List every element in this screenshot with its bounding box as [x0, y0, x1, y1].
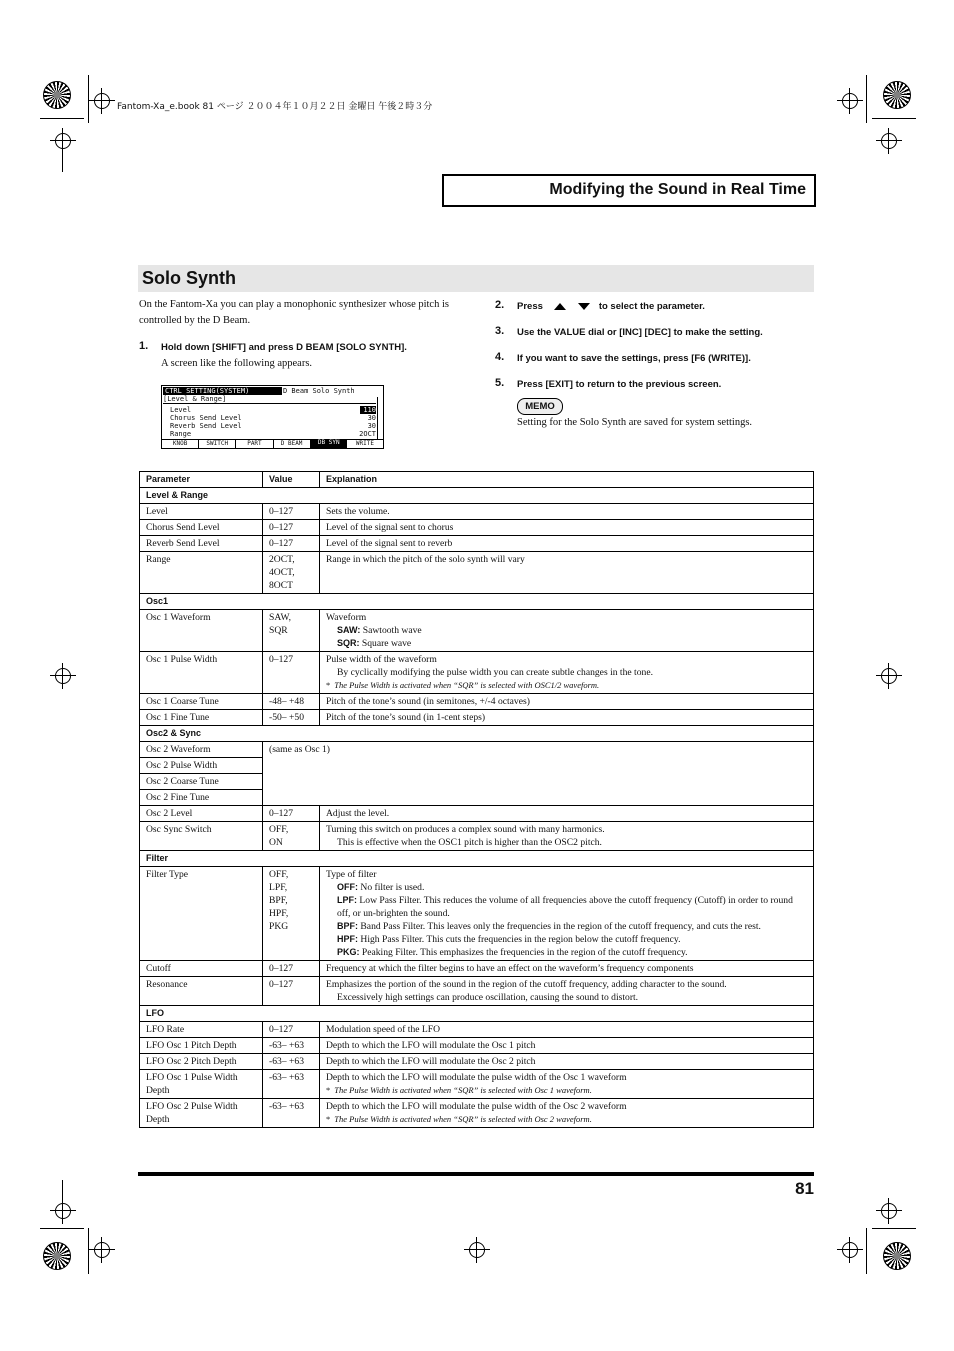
lcd-row-label: Level [170, 406, 192, 414]
group-row: Osc1 [140, 594, 814, 610]
parameter-table [139, 471, 814, 1128]
table-row: Resonance 0–127 Emphasizes the portion of the sound in the region of the cutoff frequency, adding character to the sound. Excessively high settings can produce oscillation, causing the sound to distort. [140, 977, 814, 1006]
step-number: 2. [495, 299, 505, 311]
table-row: Osc 2 Fine Tune [140, 790, 814, 806]
column-header: Explanation [320, 472, 814, 488]
crosshair-mark [881, 668, 897, 684]
lcd-tab-write[interactable]: WRITE [347, 439, 383, 448]
memo-badge: MEMO [517, 398, 563, 415]
crop-line [866, 75, 867, 123]
chapter-title: Modifying the Sound in Real Time [549, 181, 806, 198]
crop-line [866, 1228, 867, 1274]
crop-line [88, 1228, 89, 1274]
table-row: Reverb Send Level 0–127 Level of the signal sent to reverb [140, 536, 814, 552]
crosshair-mark [94, 1242, 110, 1258]
step-number: 3. [495, 325, 505, 337]
section-heading-bar [138, 265, 814, 292]
step-text: Hold down [SHIFT] and press D BEAM [SOLO SYNTH]. [161, 342, 407, 353]
table-row: Osc Sync Switch OFF, ON Turning this switch on produces a complex sound with many harmonics. This is effective when the OSC1 pitch is higher than the OSC2 pitch. [140, 822, 814, 851]
table-row: LFO Osc 1 Pitch Depth -63– +63 Depth to which the LFO will modulate the Osc 1 pitch [140, 1038, 814, 1054]
registration-blot-top-right [883, 81, 911, 109]
table-row: Range 2OCT, 4OCT, 8OCT Range in which the pitch of the solo synth will vary [140, 552, 814, 594]
group-row: LFO [140, 1006, 814, 1022]
crosshair-mark [842, 93, 858, 109]
crop-line [872, 118, 916, 119]
crop-line [872, 1228, 916, 1229]
lcd-tab-part[interactable]: PART [236, 439, 273, 448]
table-row: Osc 1 Pulse Width 0–127 Pulse width of the waveform By cyclically modifying the pulse width you can create subtle changes in the tone. * The Pulse Width is activated when “SQR” is selected with OSC1/2 waveform. [140, 652, 814, 694]
lcd-group: [Level & Range] [163, 395, 227, 403]
footer-rule [138, 1172, 814, 1176]
step-text: Press to select the parameter. [517, 301, 705, 312]
lcd-title-right: D Beam Solo Synth [283, 387, 355, 395]
lcd-row-value[interactable]: 110 [360, 406, 376, 414]
lcd-tab-knob[interactable]: KNOB [162, 439, 199, 448]
group-row: Filter [140, 851, 814, 867]
crop-line [40, 1228, 84, 1229]
table-header-row [140, 472, 814, 488]
crosshair-mark [881, 1203, 897, 1219]
table-row: Osc 1 Waveform SAW, SQR Waveform SAW: Sawtooth wave SQR: Square wave [140, 610, 814, 652]
crosshair-mark [842, 1242, 858, 1258]
step-text: Use the VALUE dial or [INC] [DEC] to make the setting. [517, 327, 763, 338]
crop-line [62, 1180, 63, 1202]
table-row: Filter Type OFF, LPF, BPF, HPF, PKG Type of filter OFF: No filter is used. LPF: Low Pass Filter. This reduces the volume of all frequencies above the cutoff frequency (Cutoff) in order to round off, or un-brighten the sound. BPF: Band Pass Filter. This leaves only the frequencies in the region of the cutoff frequency, and cuts the rest. HPF: High Pass Filter. This cuts the frequencies in the region below the cutoff frequency. PKG: Peaking Filter. This emphasizes the frequencies in the region of the cutoff frequency. [140, 867, 814, 961]
print-file-info: Fantom-Xa_e.book 81 ページ ２００４年１０月２２日 金曜日 午後２時３分 [117, 102, 433, 112]
cursor-up-icon [554, 303, 566, 310]
lcd-row-value[interactable]: 30 [367, 414, 376, 422]
lcd-row-label: Chorus Send Level [170, 414, 242, 422]
intro-paragraph: On the Fantom-Xa you can play a monophonic synthesizer whose pitch is controlled by the D Beam. [139, 299, 449, 326]
lcd-title: CTRL SETTING(SYSTEM) [163, 387, 282, 395]
crosshair-mark [469, 1242, 485, 1258]
lcd-tab-strip [162, 439, 383, 448]
registration-blot-top-left [43, 81, 71, 109]
step-text: Press [EXIT] to return to the previous screen. [517, 379, 722, 390]
table-row: LFO Osc 2 Pitch Depth -63– +63 Depth to which the LFO will modulate the Osc 2 pitch [140, 1054, 814, 1070]
lcd-row-label: Range [170, 430, 192, 438]
table-row: LFO Rate 0–127 Modulation speed of the LFO [140, 1022, 814, 1038]
crosshair-mark [881, 133, 897, 149]
section-title: Solo Synth [142, 268, 236, 288]
step-number: 5. [495, 377, 505, 389]
crosshair-mark [94, 93, 110, 109]
lcd-tab-switch[interactable]: SWITCH [199, 439, 236, 448]
page-number: 81 [795, 1179, 814, 1198]
registration-blot-bottom-left [43, 1242, 71, 1270]
lcd-row-label: Reverb Send Level [170, 422, 242, 430]
column-header: Value [263, 472, 320, 488]
crop-line [62, 150, 63, 172]
lcd-tab-dbeam[interactable]: D BEAM [274, 439, 311, 448]
table-row: LFO Osc 2 Pulse Width Depth -63– +63 Depth to which the LFO will modulate the pulse width of the Osc 2 waveform * The Pulse Width is activated when “SQR” is selected with Osc 2 waveform. [140, 1099, 814, 1128]
table-row: Osc 2 Waveform (same as Osc 1) [140, 742, 814, 758]
column-header: Parameter [140, 472, 263, 488]
lcd-row-value[interactable]: 2OCT [359, 430, 376, 438]
table-row: Level 0–127 Sets the volume. [140, 504, 814, 520]
group-row: Osc2 & Sync [140, 726, 814, 742]
step-number: 1. [139, 340, 149, 352]
table-row: Chorus Send Level 0–127 Level of the signal sent to chorus [140, 520, 814, 536]
step-number: 4. [495, 351, 505, 363]
crosshair-mark [55, 1203, 71, 1219]
crop-line [40, 118, 84, 119]
crosshair-mark [55, 668, 71, 684]
table-row: Osc 2 Coarse Tune [140, 774, 814, 790]
lcd-scrollbar [377, 397, 381, 439]
table-row: Osc 2 Level 0–127 Adjust the level. [140, 806, 814, 822]
memo-text: Setting for the Solo Synth are saved for system settings. [517, 417, 753, 428]
cursor-down-icon [578, 303, 590, 310]
table-row: Cutoff 0–127 Frequency at which the filter begins to have an effect on the waveform’s frequency components [140, 961, 814, 977]
lcd-screen [161, 385, 384, 449]
table-row: Osc 2 Pulse Width [140, 758, 814, 774]
table-row: Osc 1 Fine Tune -50– +50 Pitch of the tone’s sound (in 1-cent steps) [140, 710, 814, 726]
step-text: If you want to save the settings, press [F6 (WRITE)]. [517, 353, 751, 364]
table-row: LFO Osc 1 Pulse Width Depth -63– +63 Depth to which the LFO will modulate the pulse width of the Osc 1 waveform * The Pulse Width is activated when “SQR” is selected with Osc 1 waveform. [140, 1070, 814, 1099]
crosshair-mark [55, 133, 71, 149]
crop-line [88, 75, 89, 123]
registration-blot-bottom-right [883, 1242, 911, 1270]
lcd-tab-dbsyn[interactable]: DB SYN [311, 439, 347, 448]
step-subtext: A screen like the following appears. [161, 358, 313, 369]
group-row: Level & Range [140, 488, 814, 504]
chapter-header [442, 174, 816, 207]
table-row: Osc 1 Coarse Tune -48– +48 Pitch of the tone’s sound (in semitones, +/-4 octaves) [140, 694, 814, 710]
lcd-row-value[interactable]: 30 [367, 422, 376, 430]
